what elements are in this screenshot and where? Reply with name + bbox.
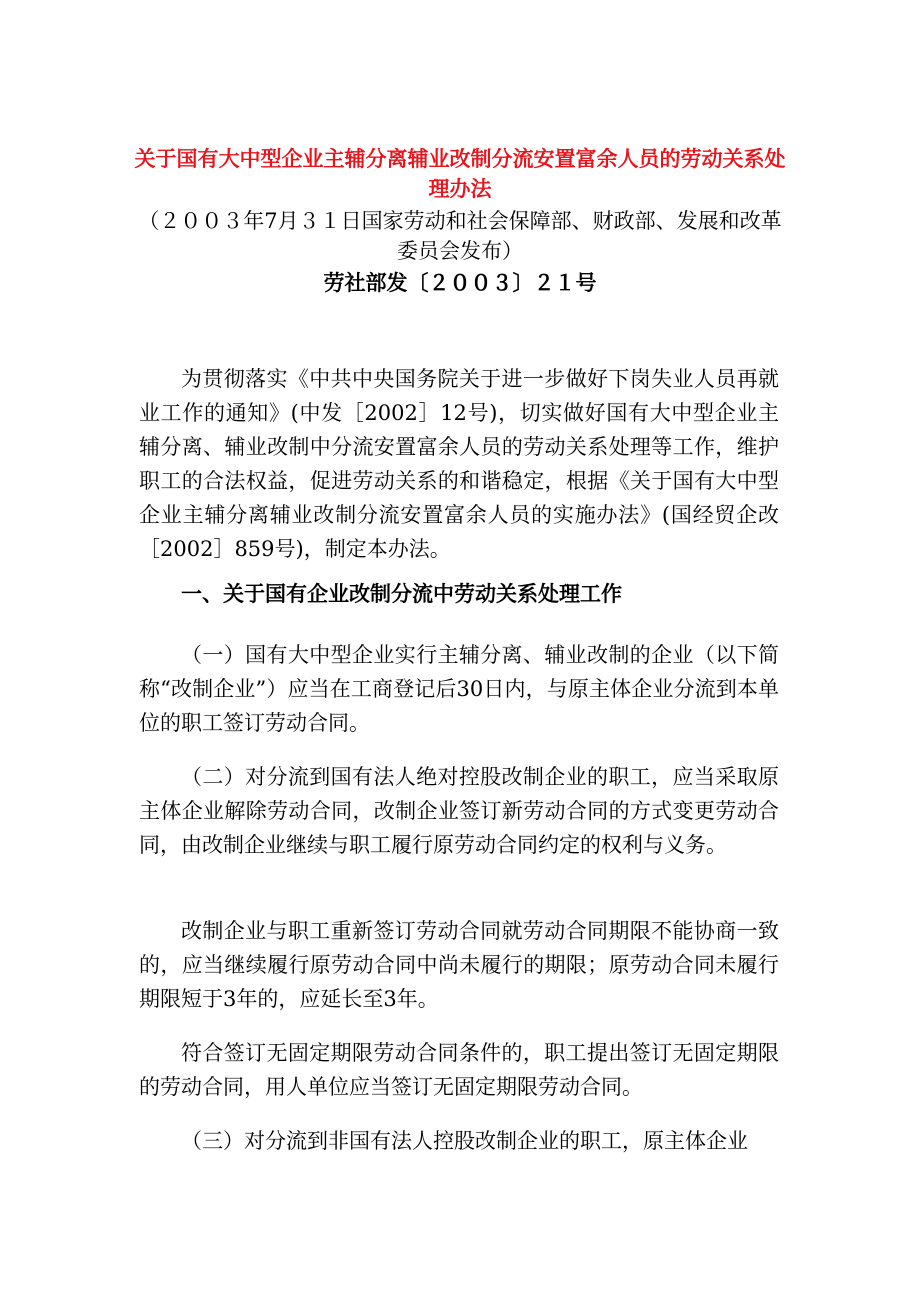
paragraph-item-1: （一）国有大中型企业实行主辅分离、辅业改制的企业（以下简称“改制企业”）应当在工商登记后30日内，与原主体企业分流到本单位的职工签订劳动合同。: [139, 643, 779, 735]
document-title: 关于国有大中型企业主辅分离辅业改制分流安置富余人员的劳动关系处理办法: [134, 146, 786, 201]
paragraph-preamble: 为贯彻落实《中共中央国务院关于进一步做好下岗失业人员再就业工作的通知》(中发［2002］12号)，切实做好国有大中型企业主辅分离、辅业改制中分流安置富余人员的劳动关系处理等工作，维护职工的合法权益，促进劳动关系的和谐稳定，根据《关于国有大中型企业主辅分离辅业改制分流安置富余人员的实施办法》(国经贸企改［2002］859号)，制定本办法。: [139, 367, 779, 561]
section-heading-1: 一、关于国有企业改制分流中劳动关系处理工作: [181, 581, 622, 606]
paragraph-item-2: （二）对分流到国有法人绝对控股改制企业的职工，应当采取原主体企业解除劳动合同，改制企业签订新劳动合同的方式变更劳动合同，由改制企业继续与职工履行原劳动合同约定的权利与义务。: [139, 765, 779, 857]
paragraph-open-ended-contract: 符合签订无固定期限劳动合同条件的，职工提出签订无固定期限的劳动合同，用人单位应当签订无固定期限劳动合同。: [139, 1041, 779, 1099]
paragraph-item-3: （三）对分流到非国有法人控股改制企业的职工，原主体企业: [181, 1129, 748, 1153]
document-subtitle: （２００３年7月３１日国家劳动和社会保障部、财政部、发展和改革委员会发布）: [138, 209, 782, 263]
paragraph-term-extension: 改制企业与职工重新签订劳动合同就劳动合同期限不能协商一致的，应当继续履行原劳动合同中尚未履行的期限；原劳动合同未履行期限短于3年的，应延长至3年。: [139, 919, 779, 1011]
document-number: 劳社部发〔２００３〕２１号: [323, 270, 597, 295]
